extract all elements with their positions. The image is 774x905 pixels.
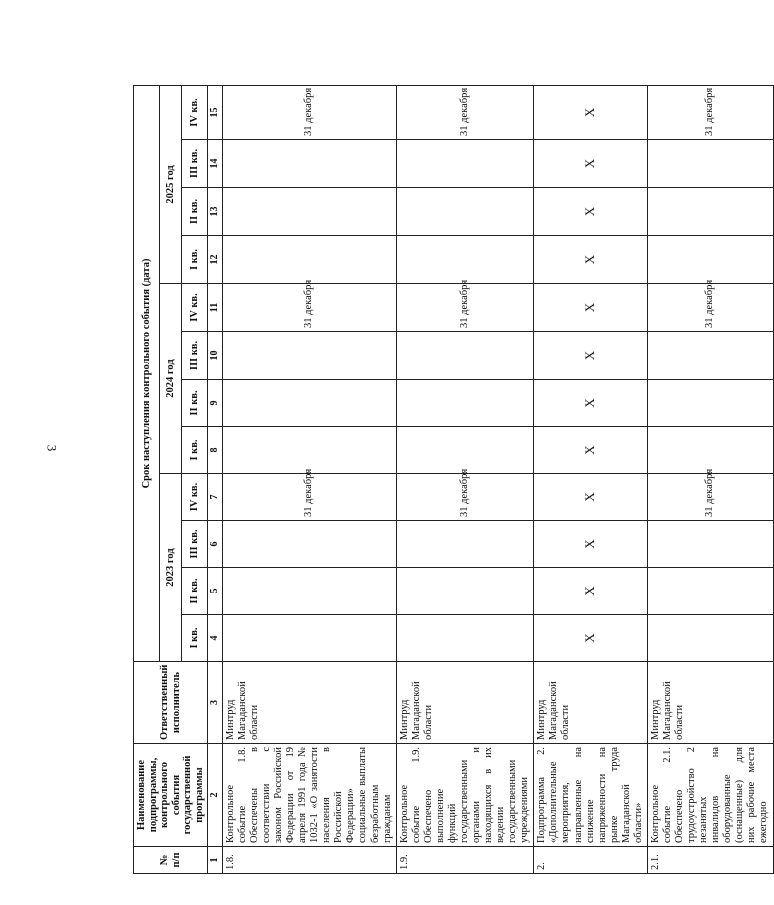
cross-mark: Х (534, 188, 648, 236)
deadline-date: 31 декабря (647, 85, 773, 139)
empty-cell (647, 380, 773, 427)
deadline-date: 31 декабря (222, 474, 396, 521)
empty-cell (647, 140, 773, 188)
table-row (222, 85, 396, 873)
empty-cell (647, 615, 773, 662)
column-number: 2 (208, 744, 223, 847)
empty-cell (222, 140, 396, 188)
row-number: 2.1. (647, 847, 773, 874)
empty-cell (222, 615, 396, 662)
cross-mark: Х (534, 568, 648, 615)
header-quarter: III кв. (182, 140, 208, 188)
deadline-date: 31 декабря (222, 85, 396, 139)
empty-cell (647, 236, 773, 284)
column-number: 12 (208, 236, 223, 284)
cross-mark: Х (534, 85, 648, 139)
cross-mark: Х (534, 615, 648, 662)
deadline-date: 31 декабря (222, 284, 396, 332)
empty-cell (222, 568, 396, 615)
column-number: 10 (208, 332, 223, 380)
cross-mark: Х (534, 140, 648, 188)
deadline-date: 31 декабря (396, 284, 534, 332)
cross-mark: Х (534, 236, 648, 284)
header-quarter: II кв. (182, 380, 208, 427)
cross-mark: Х (534, 474, 648, 521)
deadline-date: 31 декабря (647, 474, 773, 521)
header-quarter: I кв. (182, 615, 208, 662)
empty-cell (647, 568, 773, 615)
row-name: Контрольное событие 1.8. Обеспечены в соответствии с законом Российской Федерации от 19 апреля 1991 года № 1032-1 «О занятости населения в Российской Федерации» социальные выплаты безработным гражданам (222, 744, 396, 847)
column-number: 6 (208, 521, 223, 568)
column-number: 4 (208, 615, 223, 662)
row-name: Подпрограмма 2. «Дополнительные мероприятия, направленные на снижение напряженности на рынке труда Магаданской области» (534, 744, 648, 847)
header-quarter: IV кв. (182, 474, 208, 521)
header-quarter: III кв. (182, 332, 208, 380)
empty-cell (396, 568, 534, 615)
header-deadline: Срок наступления контрольного события (дата) (134, 85, 160, 661)
empty-cell (647, 521, 773, 568)
header-year-2023: 2023 год (160, 474, 182, 662)
row-name: Контрольное событие 2.1. Обеспечено трудоустройство 2 незанятых инвалидов на оборудованные (оснащенные) для них рабочие места ежегодно (647, 744, 773, 847)
empty-cell (647, 332, 773, 380)
row-name: Контрольное событие 1.9. Обеспечено выполнение функций государственными органами и находящихся в их ведении государственными учреждениями (396, 744, 534, 847)
deadline-date: 31 декабря (647, 284, 773, 332)
empty-cell (222, 380, 396, 427)
column-number: 9 (208, 380, 223, 427)
header-quarter: IV кв. (182, 85, 208, 139)
table-row (396, 85, 534, 873)
deadline-date: 31 декабря (396, 85, 534, 139)
header-year-2024: 2024 год (160, 284, 182, 474)
cross-mark: Х (534, 380, 648, 427)
header-quarter: III кв. (182, 521, 208, 568)
empty-cell (222, 332, 396, 380)
header-num: № п/п (134, 847, 208, 874)
row-responsible: Минтруд Магаданской области (222, 662, 396, 744)
empty-cell (396, 140, 534, 188)
empty-cell (396, 188, 534, 236)
empty-cell (222, 188, 396, 236)
header-quarter: I кв. (182, 236, 208, 284)
column-number: 14 (208, 140, 223, 188)
empty-cell (396, 521, 534, 568)
cross-mark: Х (534, 284, 648, 332)
control-events-table (133, 85, 774, 874)
page-number: 3 (44, 444, 60, 452)
column-number: 7 (208, 474, 223, 521)
empty-cell (396, 236, 534, 284)
header-name: Наименование подпрограммы, контрольного события государственной программы (134, 744, 208, 847)
rotated-table-container (133, 87, 770, 874)
column-number: 8 (208, 427, 223, 474)
row-responsible: Минтруд Магаданской области (396, 662, 534, 744)
header-quarter: IV кв. (182, 284, 208, 332)
deadline-date: 31 декабря (396, 474, 534, 521)
empty-cell (222, 427, 396, 474)
empty-cell (222, 521, 396, 568)
header-quarter: II кв. (182, 568, 208, 615)
empty-cell (222, 236, 396, 284)
table-row (647, 85, 773, 873)
row-number: 1.9. (396, 847, 534, 874)
column-number: 11 (208, 284, 223, 332)
cross-mark: Х (534, 521, 648, 568)
empty-cell (647, 427, 773, 474)
row-responsible: Минтруд Магаданской области (647, 662, 773, 744)
empty-cell (396, 332, 534, 380)
column-number: 13 (208, 188, 223, 236)
row-number: 1.8. (222, 847, 396, 874)
empty-cell (647, 188, 773, 236)
cross-mark: Х (534, 427, 648, 474)
column-number: 3 (208, 662, 223, 744)
empty-cell (396, 427, 534, 474)
header-year-2025: 2025 год (160, 85, 182, 283)
header-quarter: I кв. (182, 427, 208, 474)
header-responsible: Ответственный исполнитель (134, 662, 208, 744)
column-number: 1 (208, 847, 223, 874)
row-responsible: Минтруд Магаданской области (534, 662, 648, 744)
column-number: 5 (208, 568, 223, 615)
header-quarter: II кв. (182, 188, 208, 236)
empty-cell (396, 615, 534, 662)
cross-mark: Х (534, 332, 648, 380)
column-number: 15 (208, 85, 223, 139)
row-number: 2. (534, 847, 648, 874)
empty-cell (396, 380, 534, 427)
table-row (534, 85, 648, 873)
